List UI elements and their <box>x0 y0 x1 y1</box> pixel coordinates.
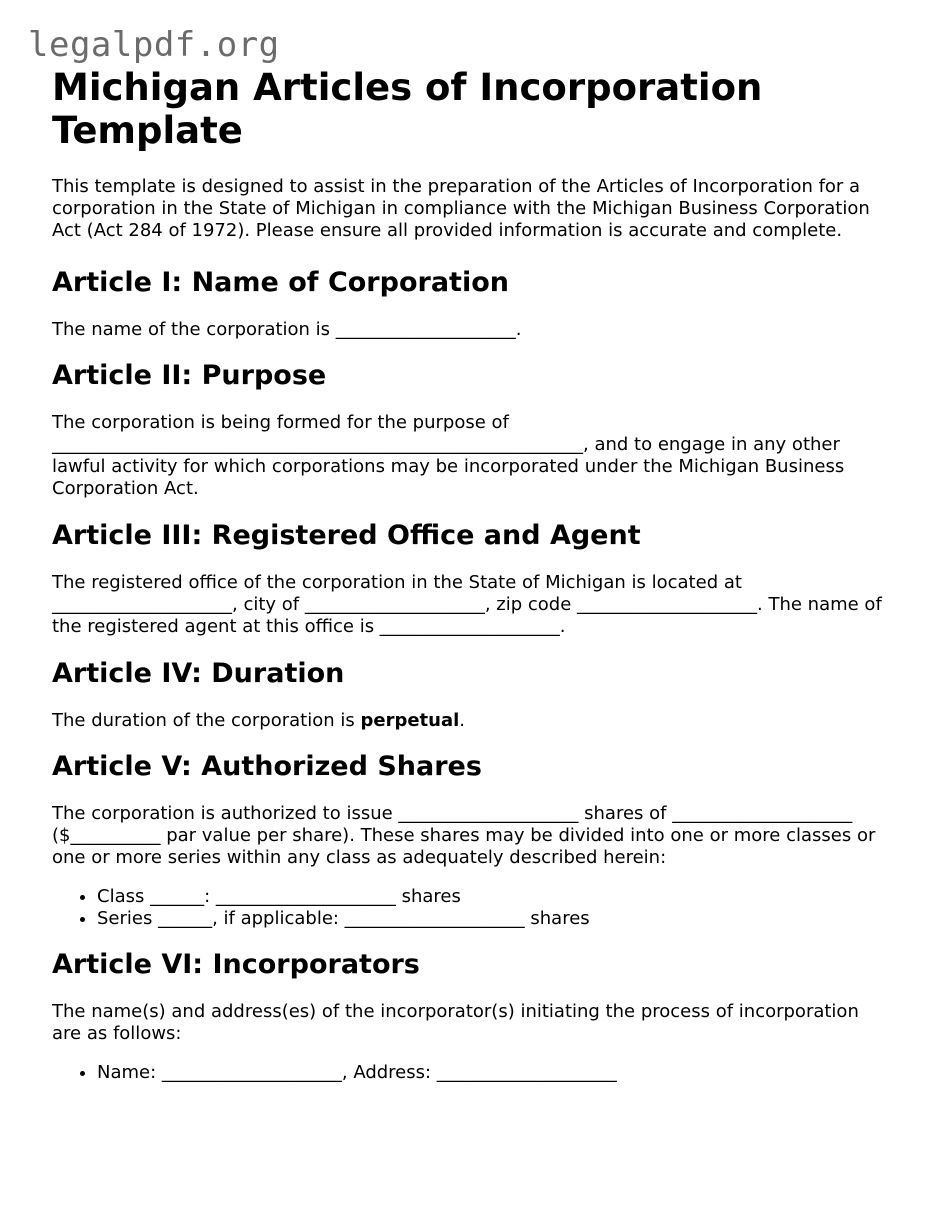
list-item: • Series ______, if applicable: ____________________ shares <box>97 908 892 930</box>
list-item: • Class ______: ____________________ shares <box>97 886 892 908</box>
article-3-heading: Article III: Registered Office and Agent <box>52 520 641 551</box>
article-6-text: The name(s) and address(es) of the incorporator(s) initiating the process of incorporation are as follows: <box>52 1001 859 1044</box>
intro-paragraph: This template is designed to assist in the preparation of the Articles of Incorporation for a corporation in the State of Michigan in compliance with the Michigan Business Corporation Act (Act 284 of 1972). Please ensure all provided information is accurate and complete. <box>52 176 870 241</box>
article-4-text-after: . <box>459 710 466 731</box>
article-2-heading: Article II: Purpose <box>52 360 327 391</box>
duration-value: perpetual <box>360 710 460 731</box>
article-5-text: The corporation is authorized to issue ____________________ shares of ____________________ ($__________ par value per share). These shares may be divided into one or more classes or one or more series within any class as adequately described herein: <box>52 803 876 868</box>
shares-list <box>52 886 892 930</box>
incorporators-list <box>52 1062 892 1084</box>
page-title: Michigan Articles of Incorporation Template <box>52 66 763 152</box>
article-1-text: The name of the corporation is ____________________. <box>52 319 522 340</box>
article-4-text-before: The duration of the corporation is <box>52 710 361 731</box>
list-item: • Name: ____________________, Address: ____________________ <box>97 1062 892 1084</box>
document-body <box>52 66 892 1103</box>
article-1-heading: Article I: Name of Corporation <box>52 267 509 298</box>
article-4-heading: Article IV: Duration <box>52 658 345 689</box>
article-6-heading: Article VI: Incorporators <box>52 949 420 980</box>
watermark: legalpdf.org <box>28 25 280 65</box>
article-5-heading: Article V: Authorized Shares <box>52 751 482 782</box>
article-2-text: The corporation is being formed for the purpose of ___________________________________________________________, and to engage in any other lawful activity for which corporations may be incorporated under the Michigan Business Corporation Act. <box>52 412 845 499</box>
article-4-text <box>52 710 892 732</box>
article-3-text: The registered office of the corporation in the State of Michigan is located at ____________________, city of ____________________, zip code ____________________. The name of the registered agent at this office is ____________________. <box>52 572 882 637</box>
